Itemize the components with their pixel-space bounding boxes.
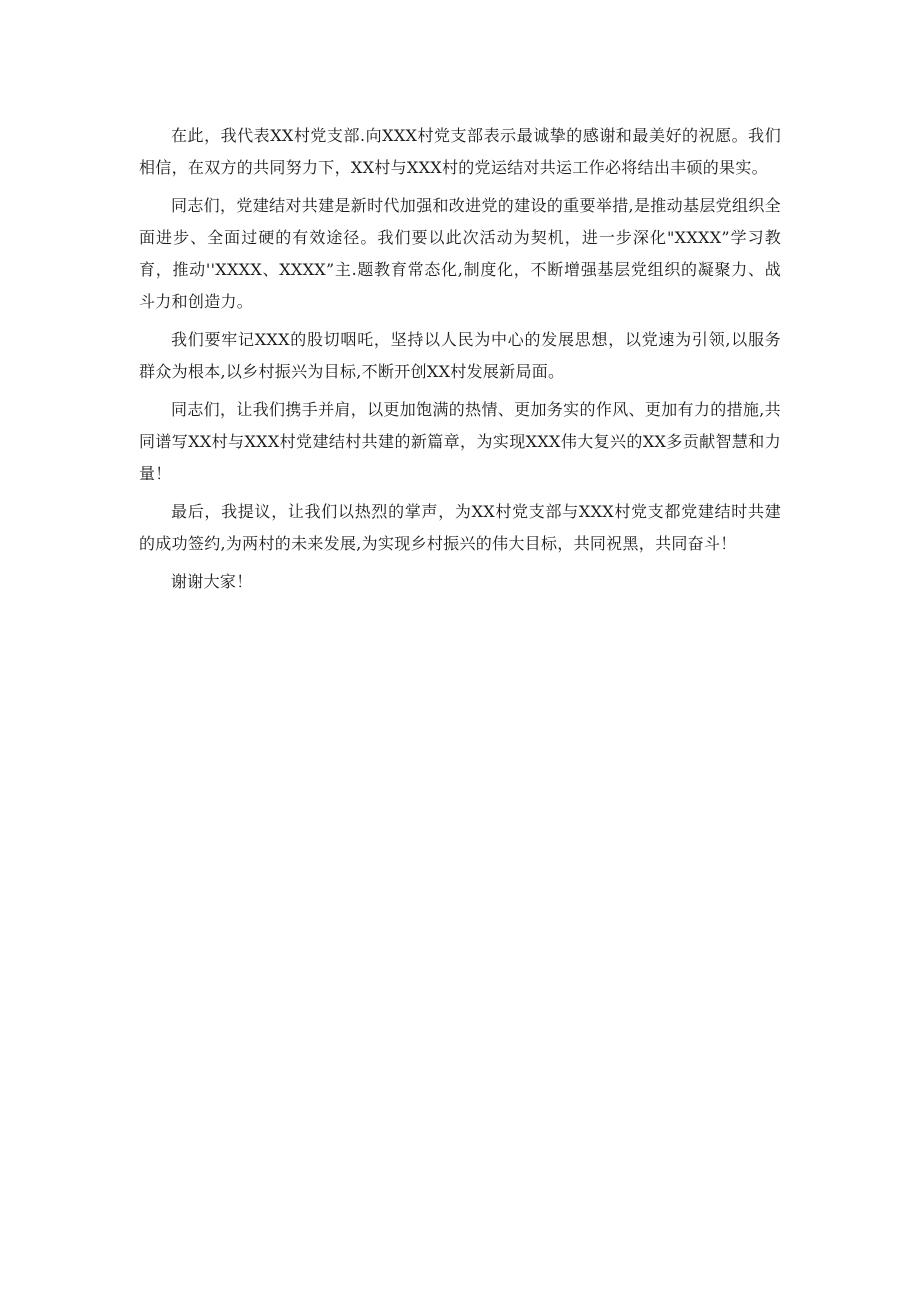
paragraph-thanks: 谢谢大家！ [171, 572, 253, 591]
paragraph-gratitude: 在此，我代表XX村党支部.向XXX村党支部表示最诚挚的感谢和最美好的祝愿。我们相信，在双方的共同努力下，XX村与XXX村的党运结对共运工作必将结出丰硕的果实。 [139, 126, 781, 177]
document-body [139, 120, 781, 604]
paragraph-party-building: 同志们，党建结对共建是新时代加强和改进党的建设的重要举措,是推动基层党组织全面进步、全面过硬的有效途径。我们要以此次活动为契机，进一步深化"XXXX”学习教育，推动''XXXX、XXXX”主.题教育常态化,制度化，不断增强基层党组织的凝聚力、战斗力和创造力。 [139, 196, 781, 311]
paragraph-people-centered: 我们要牢记XXX的股切咽吒，坚持以人民为中心的发展思想，以党速为引领,以服务群众为根本,以乡村振兴为目标,不断开创XX村发展新局面。 [139, 330, 781, 381]
paragraph-join-hands: 同志们，让我们携手并肩，以更加饱满的热情、更加务实的作风、更加有力的措施,共同谱写XX村与XXX村党建结村共建的新篇章，为实现XXX伟大复兴的XX多贡献智慧和力量！ [139, 400, 781, 483]
paragraph-proposal: 最后，我提议，让我们以热烈的掌声，为XX村党支部与XXX村党支都党建结时共建的成功签约,为两村的未来发展,为实现乡村振兴的伟大目标，共同祝黑，共同奋斗！ [139, 502, 781, 553]
